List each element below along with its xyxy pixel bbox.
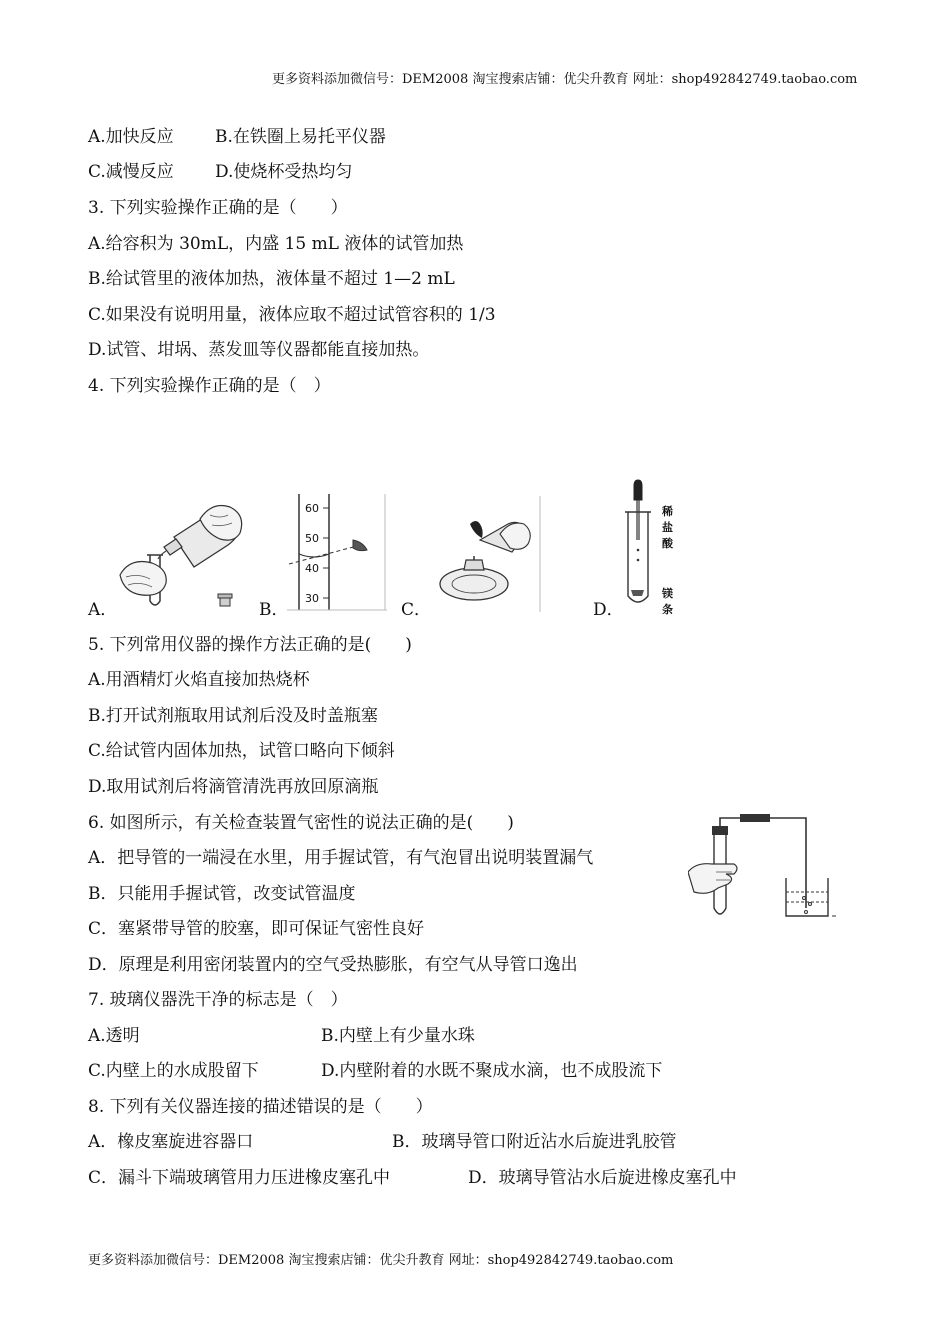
- q4-stem: 4. 下列实验操作正确的是（ ）: [88, 376, 331, 396]
- figure-pouring-liquid: [112, 493, 252, 613]
- q4-label-b: B．: [259, 600, 289, 620]
- figure-dropper-test-tube: [622, 478, 673, 616]
- tick-label: 60: [305, 502, 319, 515]
- q4-label-a: A．: [88, 600, 118, 620]
- q7-stem: 7. 玻璃仪器洗干净的标志是（ ）: [88, 990, 348, 1010]
- q4-label-d: D．: [593, 600, 624, 620]
- q7-option-a: A.透明: [88, 1026, 140, 1046]
- q3-option-a: A.给容积为 30mL，内盛 15 mL 液体的试管加热: [88, 234, 464, 254]
- q4-label-c: C．: [401, 600, 432, 620]
- q2-option-a: A.加快反应: [88, 127, 174, 147]
- page-header: 更多资料添加微信号：DEM2008 淘宝搜索店铺：优尖升教育 网址：shop492842749.taobao.com: [272, 72, 858, 87]
- q6-option-d: D．原理是利用密闭装置内的空气受热膨胀，有空气从导管口逸出: [88, 955, 578, 975]
- q7-option-c: C.内壁上的水成股留下: [88, 1061, 259, 1081]
- q5-option-b: B.打开试剂瓶取用试剂后没及时盖瓶塞: [88, 706, 378, 726]
- q6-option-a: A．把导管的一端浸在水里，用手握试管，有气泡冒出说明装置漏气: [88, 848, 594, 868]
- q2-option-b: B.在铁圈上易托平仪器: [215, 127, 386, 147]
- page-footer: 更多资料添加微信号：DEM2008 淘宝搜索店铺：优尖升教育 网址：shop492842749.taobao.com: [88, 1253, 674, 1268]
- ribbon-label: 镁条: [662, 587, 673, 616]
- q6-option-c: C．塞紧带导管的胶塞，即可保证气密性良好: [88, 919, 425, 939]
- q6-option-b: B．只能用手握试管，改变试管温度: [88, 884, 356, 904]
- tick-label: 40: [305, 562, 319, 575]
- acid-label: 稀盐酸: [662, 505, 673, 550]
- q3-option-d: D.试管、坩埚、蒸发皿等仪器都能直接加热。: [88, 340, 430, 360]
- q5-option-c: C.给试管内固体加热，试管口略向下倾斜: [88, 741, 395, 761]
- q7-option-b: B.内壁上有少量水珠: [321, 1026, 475, 1046]
- q2-option-c: C.减慢反应: [88, 162, 174, 182]
- q3-stem: 3. 下列实验操作正确的是（ ）: [88, 198, 348, 218]
- q8-stem: 8. 下列有关仪器连接的描述错误的是（ ）: [88, 1097, 433, 1117]
- figure-alcohol-lamp: [430, 494, 542, 614]
- q8-option-b: B．玻璃导管口附近沾水后旋进乳胶管: [392, 1132, 677, 1152]
- q6-stem: 6. 如图所示，有关检查装置气密性的说法正确的是( ): [88, 813, 514, 833]
- q8-option-a: A．橡皮塞旋进容器口: [88, 1132, 254, 1152]
- figure-airtightness-check: [688, 812, 836, 920]
- q3-option-c: C.如果没有说明用量，液体应取不超过试管容积的 1/3: [88, 305, 496, 325]
- q3-option-b: B.给试管里的液体加热，液体量不超过 1—2 mL: [88, 269, 455, 289]
- q5-stem: 5. 下列常用仪器的操作方法正确的是( ): [88, 635, 412, 655]
- q7-option-d: D.内壁附着的水既不聚成水滴，也不成股流下: [321, 1061, 663, 1081]
- q2-option-d: D.使烧杯受热均匀: [215, 162, 353, 182]
- q5-option-a: A.用酒精灯火焰直接加热烧杯: [88, 670, 310, 690]
- q8-option-d: D．玻璃导管沾水后旋进橡皮塞孔中: [468, 1168, 737, 1188]
- tick-label: 30: [305, 592, 319, 605]
- tick-label: 50: [305, 532, 319, 545]
- figure-cylinder-reading: [287, 492, 387, 612]
- q5-option-d: D.取用试剂后将滴管清洗再放回原滴瓶: [88, 777, 379, 797]
- q8-option-c: C．漏斗下端玻璃管用力压进橡皮塞孔中: [88, 1168, 391, 1188]
